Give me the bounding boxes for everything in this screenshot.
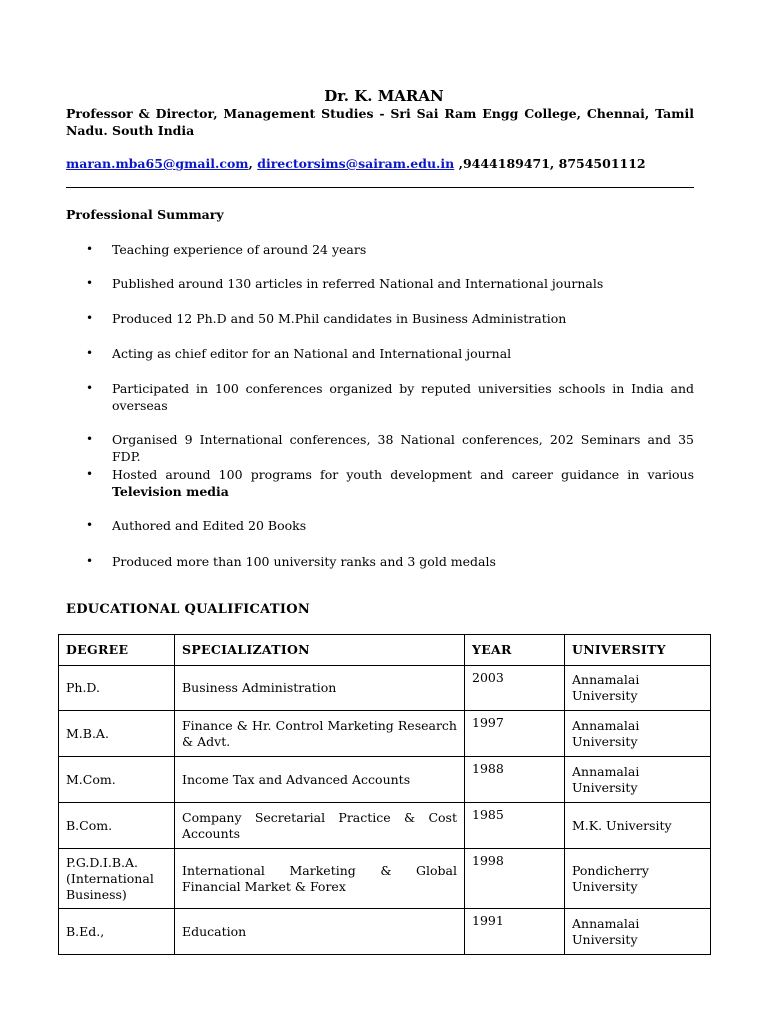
header-university: UNIVERSITY [565,635,711,666]
table-row [59,909,711,955]
specialization-cell: International Marketing & Global Financial Market & Forex [175,849,465,909]
bullet-icon: • [86,432,94,446]
candidate-name: Dr. K. MARAN [324,87,444,105]
year-cell: 1997 [465,711,565,757]
year-cell: 1991 [465,909,565,955]
candidate-role: Professor & Director, Management Studies - Sri Sai Ram Engg College, Chennai, Tamil Nadu. South India [66,106,694,138]
summary-heading: Professional Summary [66,207,224,222]
bullet-icon: • [86,276,94,290]
table-row [59,849,711,909]
degree-cell: M.B.A. [59,711,175,757]
header-specialization: SPECIALIZATION [175,635,465,666]
bullet-icon: • [86,554,94,568]
degree-cell: B.Com. [59,803,175,849]
university-cell: Pondicherry University [565,849,711,909]
header-degree: DEGREE [59,635,175,666]
email-link-secondary[interactable]: directorsims@sairam.edu.in [257,156,455,171]
table-row [59,803,711,849]
table-row [59,757,711,803]
phone-numbers: ,9444189471, 8754501112 [454,156,646,171]
table-row [59,711,711,757]
header-year: YEAR [465,635,565,666]
bullet-icon: • [86,518,94,532]
bullet-icon: • [86,381,94,395]
bullet-icon: • [86,311,94,325]
table-header-row [59,635,711,666]
degree-cell: M.Com. [59,757,175,803]
university-cell: Annamalai University [565,757,711,803]
television-media-emphasis: Television media [112,484,229,499]
specialization-cell: Education [175,909,465,955]
specialization-cell: Finance & Hr. Control Marketing Research & Advt. [175,711,465,757]
table-row [59,666,711,711]
header-divider [66,187,694,188]
bullet-icon: • [86,346,94,360]
degree-cell: B.Ed., [59,909,175,955]
year-cell: 1998 [465,849,565,909]
university-cell: Annamalai University [565,666,711,711]
university-cell: Annamalai University [565,909,711,955]
specialization-cell: Company Secretarial Practice & Cost Accounts [175,803,465,849]
email-link-primary[interactable]: maran.mba65@gmail.com [66,156,249,171]
degree-cell: Ph.D. [59,666,175,711]
degree-cell: P.G.D.I.B.A. (International Business) [59,849,175,909]
education-table [58,634,711,955]
bullet-icon: • [86,467,94,481]
contact-separator: , [248,156,258,171]
bullet-icon: • [86,242,94,256]
year-cell: 1988 [465,757,565,803]
university-cell: M.K. University [565,803,711,849]
education-heading: EDUCATIONAL QUALIFICATION [66,602,311,617]
year-cell: 1985 [465,803,565,849]
contact-line [66,155,646,173]
specialization-cell: Income Tax and Advanced Accounts [175,757,465,803]
specialization-cell: Business Administration [175,666,465,711]
resume-page: Dr. K. MARAN Professor & Director, Management Studies - Sri Sai Ram Engg College, Chennai, Tamil Nadu. South India maran.mba65@gmail.com, directorsims@sairam.edu.in ,9444189471, 8754501112 Professional Summary • Teaching experience of around 24 years • Published around 130 articles in referred National and International journals • Produced 12 Ph.D and 50 M.Phil candidates in Business Administration • Acting as chief editor for an National and International journal • Participated in 100 conferences organized by reputed universities schools in India and overseas • Organised 9 International conferences, 38 National conferences, 202 Seminars and 35 FDP. • Hosted around 100 programs for youth development and career guidance in various Television media • Authored and Edited 20 Books • Produced more than 100 university ranks and 3 gold medals EDUCATIONAL QUALIFICATION DEGREE SPECIALIZATION YEAR UNIVERSITY Ph.D. Business Administration 2003 Annamalai University M.B.A. Finance & Hr. Control Marketing Research & Advt. 1997 Annamalai University M.Com. Income Tax and Advanced Accounts 1988 Annamalai University B.Com. Company Secretarial Practice & Cost Accounts 1985 M.K. University P.G.D.I.B.A. (International Business) International Marketing & Global Financial Market & Forex 1998 Pondicherry University B.Ed., Education 1991 Annamalai University [0,0,768,1024]
university-cell: Annamalai University [565,711,711,757]
year-cell: 2003 [465,666,565,711]
